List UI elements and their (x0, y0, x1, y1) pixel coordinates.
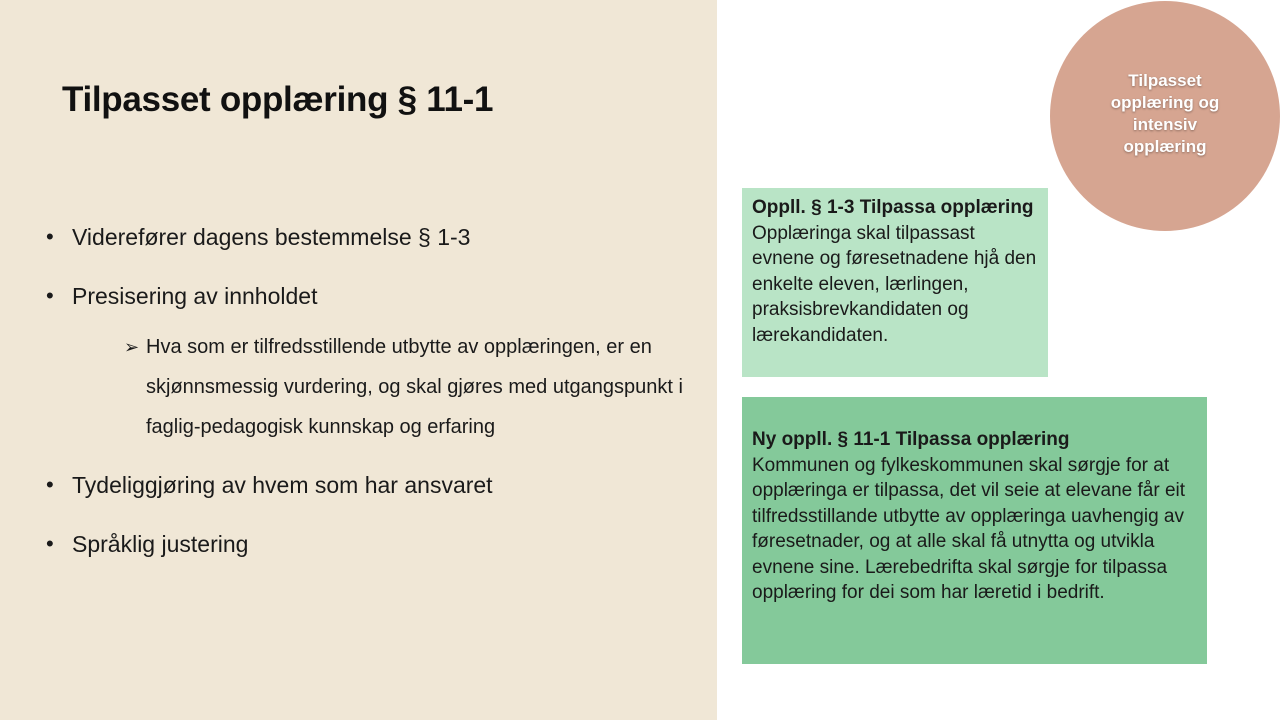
bullet-text: Presisering av innholdet (72, 283, 318, 309)
old-law-heading: Oppll. § 1-3 Tilpassa opplæring (752, 197, 1034, 218)
bullet-text: Viderefører dagens bestemmelse § 1-3 (72, 224, 471, 250)
old-law-box (742, 188, 1048, 377)
bullet-text: Språklig justering (72, 531, 249, 557)
new-law-heading: Ny oppll. § 11-1 Tilpassa opplæring (752, 429, 1070, 450)
sub-bullet-item (124, 327, 724, 447)
new-law-body: Kommunen og fylkeskommunen skal sørgje for at opplæringa er tilpassa, det vil seie at elevane får eit tilfredsstillande utbytte av opplæringa uavhengig av føresetnader, og at alle skal få utnytta og utvikla evnene sine. Lærebedrifta skal sørgje for tilpassa opplæring for dei som har læretid i bedrift. (752, 454, 1186, 603)
bullet-item (46, 279, 706, 447)
bullet-item (46, 220, 706, 254)
bullet-item (46, 468, 706, 502)
topic-circle-text: Tilpasset opplæring og intensiv opplæring (1110, 71, 1220, 156)
bullet-item (46, 527, 706, 561)
new-law-box (742, 397, 1207, 664)
topic-circle (1050, 1, 1280, 231)
arrowhead-bullet-icon: ➢ (124, 337, 140, 357)
old-law-body: Opplæringa skal tilpassast evnene og føresetnadene hjå den enkelte eleven, lærlingen, praksisbrevkandidaten og lærekandidaten. (752, 222, 1037, 346)
bullet-list (46, 220, 706, 561)
slide-title: Tilpasset opplæring § 11-1 (62, 80, 494, 119)
sub-bullet-text: Hva som er tilfredsstillende utbytte av opplæringen, er en skjønnsmessig vurdering, og skal gjøres med utgangspunkt i faglig-pedagogisk kunnskap og erfaring (146, 336, 683, 438)
bullet-text: Tydeliggjøring av hvem som har ansvaret (72, 472, 493, 498)
